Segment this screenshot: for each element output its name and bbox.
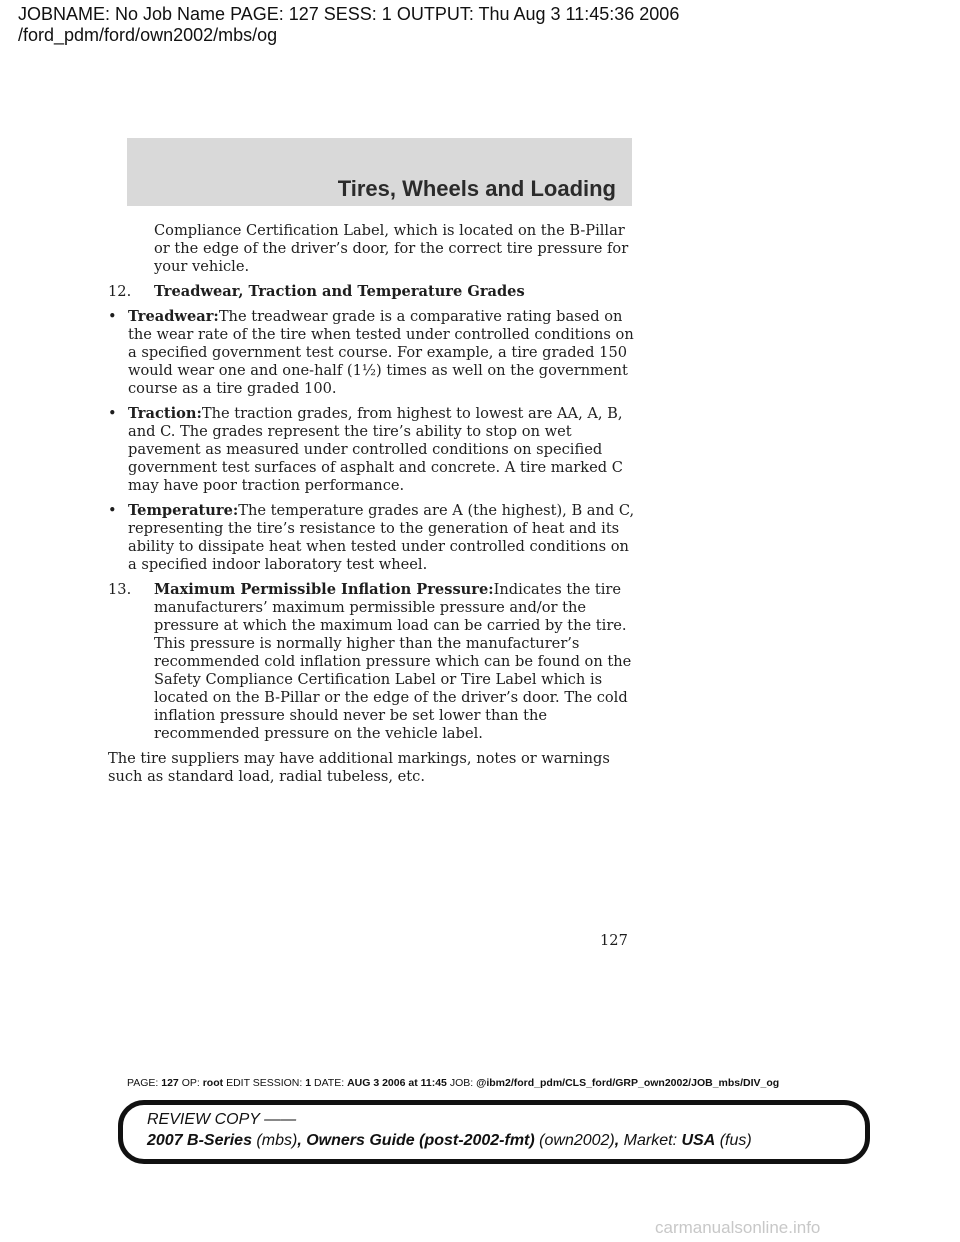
review-copy-details <box>147 1132 752 1150</box>
bullet-icon: • <box>108 308 117 325</box>
footer-session-value: 1 <box>305 1077 312 1089</box>
review-sep: , <box>614 1132 620 1149</box>
page-number: 127 <box>600 932 628 949</box>
review-copy-box <box>118 1100 870 1164</box>
job-header-line1: JOBNAME: No Job Name PAGE: 127 SESS: 1 OUTPUT: Thu Aug 3 11:45:36 2006 <box>18 4 680 24</box>
bullet-icon: • <box>108 502 117 519</box>
review-copy-label: REVIEW COPY —— <box>147 1111 297 1128</box>
bullet-icon: • <box>108 405 117 422</box>
bullet-text: The temperature grades are A (the highest), B and C, representing the tire’s resistance to the generation of heat and its ability to dissipate heat when tested under controlled conditions on a specified indoor laboratory test wheel. <box>128 502 635 573</box>
item-12-number: 12. <box>108 283 132 300</box>
review-model-code: (mbs) <box>256 1132 298 1149</box>
job-header-line2: /ford_pdm/ford/own2002/mbs/og <box>18 25 278 45</box>
job-footer <box>127 1077 779 1089</box>
item-12 <box>108 283 638 301</box>
footer-session-label: EDIT SESSION: <box>226 1077 303 1089</box>
footer-job-label: JOB: <box>449 1077 474 1089</box>
review-market: USA <box>681 1132 716 1149</box>
bullet-treadwear <box>108 308 638 398</box>
item-12-heading: Treadwear, Traction and Temperature Grades <box>154 283 525 300</box>
continued-paragraph: Compliance Certification Label, which is located on the B-Pillar or the edge of the driver’s door, for the correct tire pressure for your vehicle. <box>154 222 629 275</box>
bullet-traction <box>108 405 638 495</box>
item-13 <box>108 581 638 743</box>
section-title: Tires, Wheels and Loading <box>337 176 616 201</box>
bullet-temperature <box>108 502 638 574</box>
job-header <box>18 4 679 46</box>
review-market-label: Market: <box>623 1132 678 1149</box>
review-guide: Owners Guide (post-2002-fmt) <box>306 1132 535 1149</box>
item-13-text: Indicates the tire manufacturers’ maximum permissible pressure and/or the pressure at which the maximum load can be carried by the tire. This pressure is normally higher than the manufacturer’s recommended cold inflation pressure which can be found on the Safety Compliance Certification Label or Tire Label which is located on the B-Pillar or the edge of the driver’s door. The cold inflation pressure should never be set lower than the recommended pressure on the vehicle label. <box>154 581 632 742</box>
closing-paragraph: The tire suppliers may have additional markings, notes or warnings such as standard load, radial tubeless, etc. <box>108 750 610 785</box>
footer-op-label: OP: <box>181 1077 200 1089</box>
footer-job-value: @ibm2/ford_pdm/CLS_ford/GRP_own2002/JOB_mbs/DIV_og <box>476 1077 780 1089</box>
review-guide-code: (own2002) <box>539 1132 615 1149</box>
page-content <box>108 222 638 793</box>
item-13-number: 13. <box>108 581 132 598</box>
bullet-text: The traction grades, from highest to lowest are AA, A, B, and C. The grades represent the tire’s ability to stop on wet pavement as measured under controlled conditions on specified government test surfaces of asphalt and concrete. A tire marked C may have poor traction performance. <box>128 405 623 494</box>
section-banner <box>127 138 632 206</box>
footer-page-label: PAGE: <box>127 1077 159 1089</box>
review-market-code: (fus) <box>719 1132 752 1149</box>
bullet-term: Traction: <box>128 405 202 422</box>
footer-date-label: DATE: <box>314 1077 345 1089</box>
review-model: 2007 B-Series <box>147 1132 252 1149</box>
footer-op-value: root <box>202 1077 224 1089</box>
watermark: carmanualsonline.info <box>655 1218 821 1237</box>
item-13-heading: Maximum Permissible Inflation Pressure: <box>154 581 494 598</box>
bullet-text: The treadwear grade is a comparative rating based on the wear rate of the tire when tested under controlled conditions on a specified government test course. For example, a tire graded 150 would wear one and one-half (1½) times as well on the government course as a tire graded 100. <box>128 308 634 397</box>
review-sep: , <box>297 1132 302 1149</box>
bullet-term: Temperature: <box>128 502 239 519</box>
footer-page-value: 127 <box>161 1077 179 1089</box>
footer-date-value: AUG 3 2006 at 11:45 <box>347 1077 447 1089</box>
bullet-term: Treadwear: <box>128 308 219 325</box>
